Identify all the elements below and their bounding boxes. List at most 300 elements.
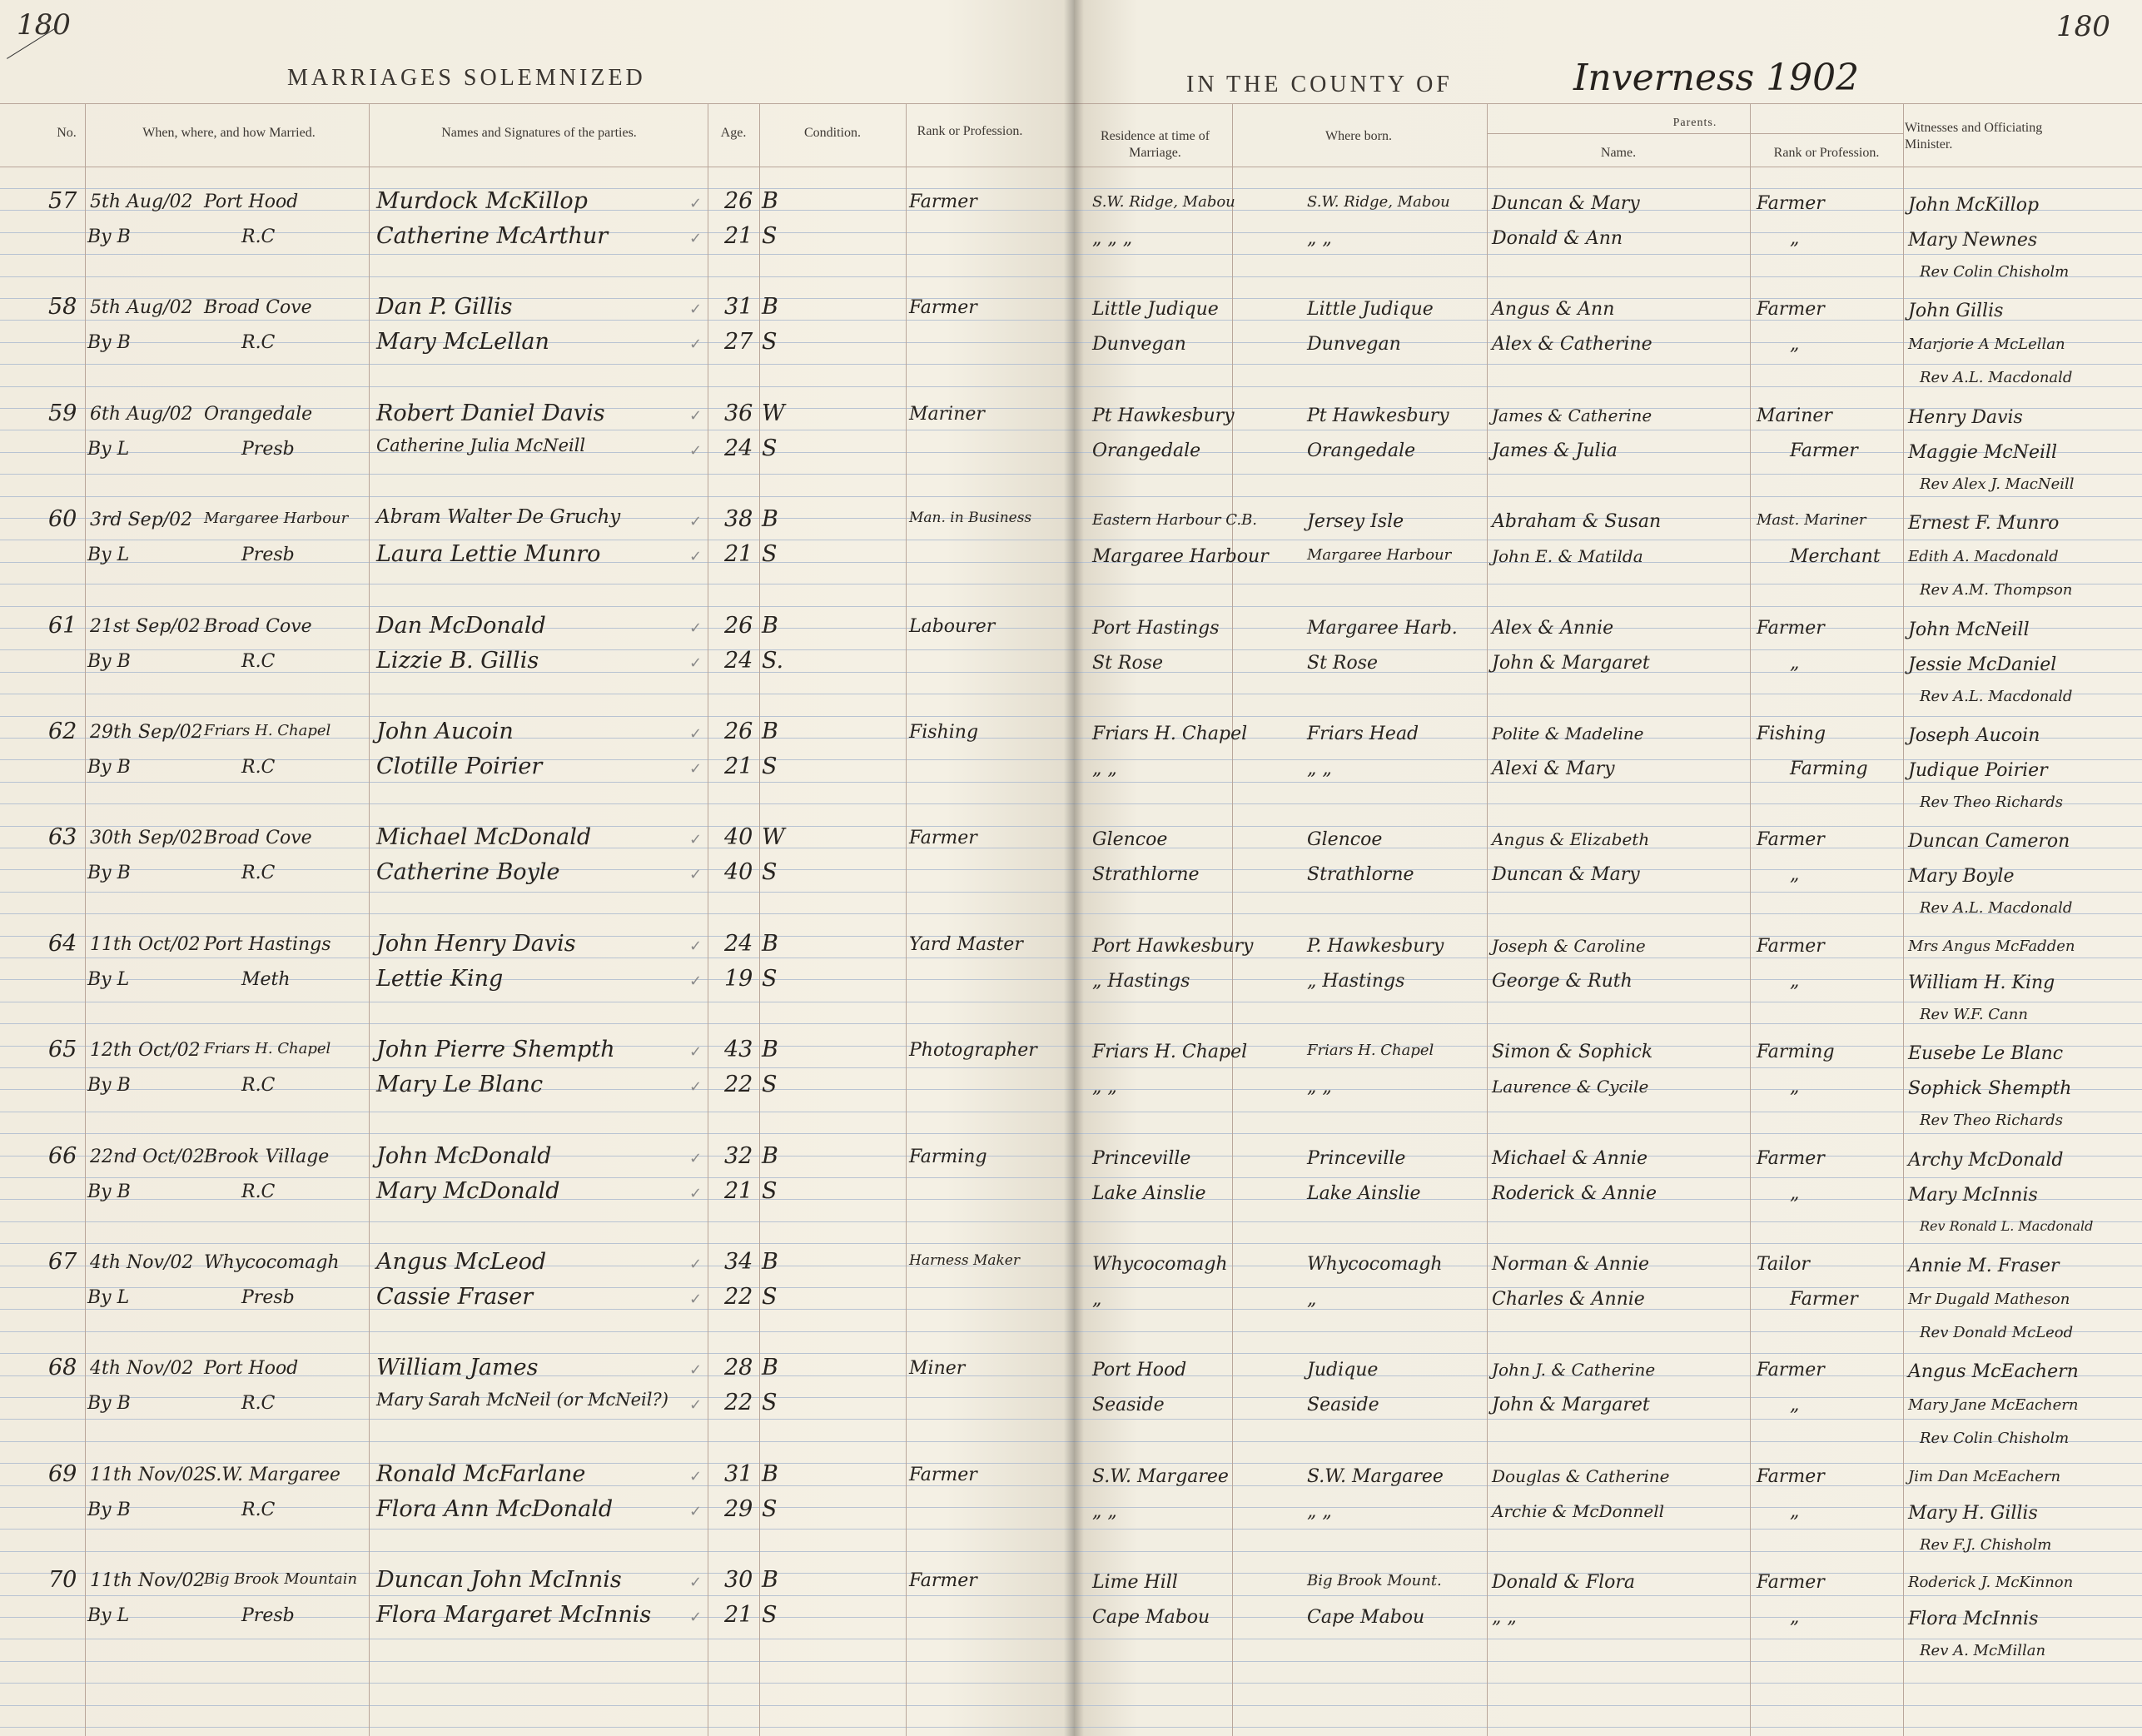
bride-parents: Charles & Annie <box>1492 1289 1645 1310</box>
bride-condition: S <box>762 541 778 567</box>
ruled-line <box>0 1353 1074 1354</box>
check-mark: ✓ <box>689 654 703 672</box>
bride-age: 24 <box>724 435 753 461</box>
bride-residence: „ Hastings <box>1092 971 1190 992</box>
bride-name: Flora Ann McDonald <box>376 1496 614 1522</box>
church: R.C <box>241 226 276 247</box>
married-by: By B <box>87 1500 131 1520</box>
bride-age: 21 <box>724 754 753 779</box>
book-gutter <box>1064 0 1084 1736</box>
bride-condition: S <box>762 1072 778 1097</box>
groom-condition: W <box>762 824 785 850</box>
witness-1: Jim Dan McEachern <box>1908 1468 2061 1485</box>
officiating-minister: Rev Theo Richards <box>1920 793 2063 811</box>
groom-age: 43 <box>724 1037 753 1062</box>
groom-profession: Fishing <box>909 722 979 743</box>
groom-name: Angus McLeod <box>376 1249 547 1275</box>
bride-condition: S <box>762 1284 778 1310</box>
groom-age: 26 <box>724 188 753 214</box>
entry-number: 61 <box>48 613 77 639</box>
ruled-line <box>0 606 1074 607</box>
right-page-title: IN THE COUNTY OF <box>1186 72 1453 97</box>
check-mark: ✓ <box>689 725 703 743</box>
groom-residence: Friars H. Chapel <box>1092 724 1248 744</box>
ruled-line <box>1074 1727 2142 1728</box>
groom-condition: B <box>762 931 778 957</box>
officiating-minister: Rev A.M. Thompson <box>1920 581 2073 599</box>
header-top-rule <box>1074 103 2142 104</box>
check-mark: ✓ <box>689 513 703 530</box>
officiating-minister: Rev A.L. Macdonald <box>1920 369 2073 386</box>
groom-name: Abram Walter De Gruchy <box>376 506 621 528</box>
marriage-place: Orangedale <box>204 404 313 425</box>
groom-profession: Farming <box>909 1147 987 1167</box>
groom-condition: B <box>762 719 778 744</box>
bride-name: Lettie King <box>376 966 504 992</box>
groom-profession: Farmer <box>909 192 977 212</box>
witness-1: Ernest F. Munro <box>1908 513 2060 534</box>
groom-parents: John J. & Catherine <box>1492 1360 1656 1380</box>
groom-name: Dan P. Gillis <box>376 294 513 320</box>
marriage-place: Friars H. Chapel <box>204 1040 331 1057</box>
check-mark: ✓ <box>689 1468 703 1485</box>
groom-birthplace: Glencoe <box>1307 829 1383 850</box>
check-mark: ✓ <box>689 938 703 955</box>
bride-birthplace: Strathlorne <box>1307 864 1414 885</box>
groom-parents: Simon & Sophick <box>1492 1042 1653 1062</box>
groom-profession: Yard Master <box>909 934 1023 955</box>
groom-birthplace: Little Judique <box>1307 299 1434 320</box>
bride-residence: „ „ <box>1092 759 1117 779</box>
church: R.C <box>241 651 276 672</box>
marriage-date: 21st Sep/02 <box>90 616 201 637</box>
check-mark: ✓ <box>689 1361 703 1379</box>
groom-parents-profession: Mariner <box>1757 405 1832 426</box>
groom-age: 30 <box>724 1567 753 1593</box>
marriage-date: 5th Aug/02 <box>90 192 193 212</box>
bride-residence: Strathlorne <box>1092 864 1200 885</box>
check-mark: ✓ <box>689 301 703 318</box>
officiating-minister: Rev F.J. Chisholm <box>1920 1536 2052 1554</box>
groom-birthplace: Friars Head <box>1307 724 1419 744</box>
groom-condition: B <box>762 1143 778 1169</box>
marriage-date: 3rd Sep/02 <box>90 510 193 530</box>
witness-1: John McNeill <box>1908 619 2030 640</box>
bride-parents: Archie & McDonnell <box>1492 1501 1664 1521</box>
col-header-parents-rank: Rank or Profession. <box>1773 146 1880 160</box>
marriage-date: 5th Aug/02 <box>90 297 193 318</box>
bride-birthplace: Lake Ainslie <box>1307 1183 1421 1204</box>
married-by: By L <box>87 439 130 460</box>
col-header-when: When, where, and how Married. <box>142 126 316 140</box>
bride-birthplace: St Rose <box>1307 653 1379 674</box>
bride-condition: S <box>762 1602 778 1628</box>
witness-2: Mr Dugald Matheson <box>1908 1291 2070 1308</box>
officiating-minister: Rev W.F. Cann <box>1920 1006 2028 1023</box>
bride-age: 21 <box>724 1602 753 1628</box>
groom-residence: Port Hastings <box>1092 618 1220 639</box>
officiating-minister: Rev Alex J. MacNeill <box>1920 475 2075 493</box>
ruled-line <box>0 364 1074 365</box>
bride-name: Lizzie B. Gillis <box>376 648 539 674</box>
bride-parents: John & Margaret <box>1492 653 1650 674</box>
groom-profession: Farmer <box>909 828 977 848</box>
bride-residence: St Rose <box>1092 653 1164 674</box>
county-name: Inverness 1902 <box>1573 57 1860 99</box>
ruled-line <box>0 1243 1074 1244</box>
ruled-line <box>1074 1177 2142 1178</box>
witness-1: Duncan Cameron <box>1908 831 2070 852</box>
groom-age: 24 <box>724 931 753 957</box>
groom-profession: Mariner <box>909 404 985 425</box>
officiating-minister: Rev Ronald L. Macdonald <box>1920 1218 2094 1234</box>
bride-age: 27 <box>724 329 753 355</box>
col-header-parents: Parents. <box>1672 117 1717 129</box>
groom-parents-profession: Farming <box>1757 1042 1835 1062</box>
bride-parents: Alexi & Mary <box>1492 759 1615 779</box>
bride-name: Catherine Julia McNeill <box>376 435 586 455</box>
marriage-place: Broad Cove <box>204 616 312 637</box>
groom-birthplace: S.W. Margaree <box>1307 1466 1444 1487</box>
officiating-minister: Rev Colin Chisholm <box>1920 263 2070 281</box>
col-header-no: No. <box>57 126 77 140</box>
bride-parents-profession: Farming <box>1790 759 1868 779</box>
bride-birthplace: „ „ <box>1307 759 1332 779</box>
bride-birthplace: Orangedale <box>1307 440 1416 461</box>
married-by: By B <box>87 332 131 353</box>
groom-birthplace: Pt Hawkesbury <box>1307 405 1449 426</box>
groom-age: 31 <box>724 294 753 320</box>
bride-birthplace: Dunvegan <box>1307 334 1401 355</box>
bride-age: 22 <box>724 1284 753 1310</box>
bride-name: Cassie Fraser <box>376 1284 534 1310</box>
ruled-line <box>0 1067 1074 1068</box>
groom-parents: Abraham & Susan <box>1492 511 1662 532</box>
bride-name: Mary Sarah McNeil (or McNeil?) <box>376 1390 668 1410</box>
entry-number: 65 <box>48 1037 77 1062</box>
ruled-line <box>0 1419 1074 1420</box>
bride-parents: John & Margaret <box>1492 1395 1650 1415</box>
bride-parents-profession: „ <box>1790 334 1800 355</box>
groom-parents: Duncan & Mary <box>1492 193 1640 214</box>
ruled-line <box>1074 1133 2142 1134</box>
groom-birthplace: P. Hawkesbury <box>1307 936 1444 957</box>
col-header-witnesses: Witnesses and Officiating Minister. <box>1905 121 2043 152</box>
groom-residence: Port Hawkesbury <box>1092 936 1254 957</box>
groom-residence: Little Judique <box>1092 299 1219 320</box>
groom-profession: Farmer <box>909 1570 977 1591</box>
entry-number: 70 <box>48 1567 77 1593</box>
bride-condition: S <box>762 1178 778 1204</box>
marriage-date: 4th Nov/02 <box>90 1252 194 1273</box>
bride-parents-profession: „ <box>1790 1607 1800 1628</box>
bride-age: 40 <box>724 859 753 885</box>
church: R.C <box>241 863 276 883</box>
bride-condition: S <box>762 754 778 779</box>
married-by: By B <box>87 863 131 883</box>
groom-residence: Pt Hawkesbury <box>1092 405 1235 426</box>
check-mark: ✓ <box>689 195 703 212</box>
check-mark: ✓ <box>689 831 703 848</box>
check-mark: ✓ <box>689 548 703 565</box>
col-divider <box>369 103 370 1736</box>
bride-parents: John E. & Matilda <box>1492 546 1643 566</box>
check-mark: ✓ <box>689 1291 703 1308</box>
marriage-place: Margaree Harbour <box>204 510 349 527</box>
groom-residence: Glencoe <box>1092 829 1168 850</box>
witness-1: John McKillop <box>1908 195 2040 216</box>
groom-residence: S.W. Margaree <box>1092 1466 1229 1487</box>
bride-age: 24 <box>724 648 753 674</box>
groom-birthplace: Friars H. Chapel <box>1307 1042 1434 1059</box>
ruled-line <box>1074 826 2142 827</box>
bride-birthplace: Margaree Harbour <box>1307 546 1452 564</box>
witness-1: John Gillis <box>1908 301 2004 321</box>
groom-condition: B <box>762 506 778 532</box>
groom-residence: Whycocomagh <box>1092 1254 1228 1275</box>
ruled-line <box>0 1705 1074 1706</box>
married-by: By L <box>87 1287 130 1308</box>
check-mark: ✓ <box>689 1150 703 1167</box>
marriage-place: Big Brook Mountain <box>204 1570 358 1588</box>
groom-name: John McDonald <box>376 1143 552 1169</box>
groom-birthplace: Big Brook Mount. <box>1307 1572 1442 1589</box>
groom-age: 26 <box>724 613 753 639</box>
bride-age: 22 <box>724 1072 753 1097</box>
groom-parents-profession: Farmer <box>1757 299 1825 320</box>
check-mark: ✓ <box>689 407 703 425</box>
groom-birthplace: Judique <box>1307 1360 1379 1380</box>
married-by: By B <box>87 651 131 672</box>
bride-name: Flora Margaret McInnis <box>376 1602 652 1628</box>
groom-profession: Photographer <box>909 1040 1037 1061</box>
ruled-line <box>0 913 1074 914</box>
col-header-age: Age. <box>720 126 747 140</box>
groom-birthplace: Margaree Harb. <box>1307 618 1458 639</box>
groom-parents: Angus & Ann <box>1492 299 1615 320</box>
ruled-line <box>1074 474 2142 475</box>
bride-condition: S <box>762 1390 778 1415</box>
groom-name: Robert Daniel Davis <box>376 400 605 426</box>
left-page-title: MARRIAGES SOLEMNIZED <box>287 65 646 91</box>
marriage-date: 12th Oct/02 <box>90 1040 201 1061</box>
col-divider <box>1487 103 1488 1736</box>
bride-birthplace: Seaside <box>1307 1395 1379 1415</box>
marriage-date: 4th Nov/02 <box>90 1358 194 1379</box>
bride-name: Catherine Boyle <box>376 859 560 885</box>
bride-parents-profession: Merchant <box>1790 546 1881 567</box>
check-mark: ✓ <box>689 760 703 778</box>
marriage-place: Port Hood <box>204 1358 299 1379</box>
groom-residence: Princeville <box>1092 1148 1191 1169</box>
groom-parents-profession: Tailor <box>1757 1254 1810 1275</box>
groom-condition: B <box>762 1355 778 1380</box>
officiating-minister: Rev Donald McLeod <box>1920 1324 2074 1341</box>
bride-parents-profession: „ <box>1790 1077 1800 1097</box>
bride-age: 21 <box>724 1178 753 1204</box>
witness-2: Sophick Shempth <box>1908 1078 2072 1099</box>
bride-name: Catherine McArthur <box>376 223 609 249</box>
bride-name: Mary McDonald <box>376 1178 560 1204</box>
bride-residence: Seaside <box>1092 1395 1165 1415</box>
groom-profession: Man. in Business <box>909 510 1032 526</box>
groom-parents-profession: Farmer <box>1757 829 1825 850</box>
witness-2: Edith A. Macdonald <box>1908 548 2059 565</box>
witness-1: Henry Davis <box>1908 407 2023 428</box>
ruled-line <box>0 803 1074 804</box>
witness-1: Joseph Aucoin <box>1908 725 2040 746</box>
married-by: By L <box>87 1605 130 1626</box>
church: Presb <box>241 545 295 565</box>
col-divider <box>1903 103 1904 1736</box>
bride-residence: Cape Mabou <box>1092 1607 1210 1628</box>
ruled-line <box>0 320 1074 321</box>
officiating-minister: Rev A.L. Macdonald <box>1920 899 2073 917</box>
bride-residence: Lake Ainslie <box>1092 1183 1206 1204</box>
check-mark: ✓ <box>689 1043 703 1061</box>
married-by: By B <box>87 1075 131 1096</box>
groom-age: 36 <box>724 400 753 426</box>
groom-profession: Harness Maker <box>909 1252 1020 1269</box>
church: R.C <box>241 1181 276 1202</box>
ruled-line <box>1074 254 2142 255</box>
bride-parents: George & Ruth <box>1492 971 1633 992</box>
groom-residence: Eastern Harbour C.B. <box>1092 511 1258 529</box>
col-header-born: Where born. <box>1325 129 1392 143</box>
groom-birthplace: Jersey Isle <box>1307 511 1404 532</box>
check-mark: ✓ <box>689 442 703 460</box>
groom-name: John Henry Davis <box>376 931 576 957</box>
church: R.C <box>241 757 276 778</box>
bride-parents: Laurence & Cycile <box>1492 1077 1649 1097</box>
groom-condition: W <box>762 400 785 426</box>
bride-birthplace: „ <box>1307 1289 1317 1310</box>
marriage-place: Broad Cove <box>204 828 312 848</box>
groom-parents-profession: Farmer <box>1757 1466 1825 1487</box>
ruled-line <box>1074 1243 2142 1244</box>
bride-parents: James & Julia <box>1492 440 1618 461</box>
check-mark: ✓ <box>689 230 703 247</box>
bride-parents-profession: „ <box>1790 864 1800 885</box>
check-mark: ✓ <box>689 1256 703 1273</box>
witness-2: William H. King <box>1908 972 2055 993</box>
bride-condition: S <box>762 966 778 992</box>
church: Presb <box>241 439 295 460</box>
check-mark: ✓ <box>689 1609 703 1626</box>
left-page-number: 180 <box>17 8 71 42</box>
marriage-date: 11th Oct/02 <box>90 934 201 955</box>
groom-parents-profession: Farmer <box>1757 1572 1825 1593</box>
groom-profession: Farmer <box>909 1465 977 1485</box>
ruled-line <box>0 1287 1074 1288</box>
bride-condition: S <box>762 329 778 355</box>
check-mark: ✓ <box>689 972 703 990</box>
entry-number: 62 <box>48 719 77 744</box>
entry-number: 69 <box>48 1461 77 1487</box>
marriage-place: Friars H. Chapel <box>204 722 331 739</box>
ruled-line <box>0 1023 1074 1024</box>
bride-name: Laura Lettie Munro <box>376 541 601 567</box>
ruled-line <box>0 276 1074 277</box>
entry-number: 59 <box>48 400 77 426</box>
ruled-line <box>0 254 1074 255</box>
ruled-line <box>0 474 1074 475</box>
ruled-line <box>1074 606 2142 607</box>
col-divider <box>1232 103 1233 1736</box>
ruled-line <box>0 782 1074 783</box>
witness-1: Mrs Angus McFadden <box>1908 938 2075 955</box>
bride-residence: Orangedale <box>1092 440 1201 461</box>
groom-name: Michael McDonald <box>376 824 592 850</box>
groom-residence: Friars H. Chapel <box>1092 1042 1248 1062</box>
bride-age: 19 <box>724 966 753 992</box>
groom-parents-profession: Farmer <box>1757 936 1825 957</box>
col-divider <box>85 103 86 1736</box>
ruled-line <box>1074 1463 2142 1464</box>
ruled-line <box>1074 1353 2142 1354</box>
marriage-date: 30th Sep/02 <box>90 828 203 848</box>
ruled-line <box>1074 1529 2142 1530</box>
check-mark: ✓ <box>689 1503 703 1520</box>
bride-residence: „ „ „ <box>1092 228 1133 249</box>
bride-name: Clotille Poirier <box>376 754 543 779</box>
officiating-minister: Rev A. McMillan <box>1920 1642 2046 1659</box>
church: R.C <box>241 332 276 353</box>
married-by: By L <box>87 545 130 565</box>
ruled-line <box>0 1683 1074 1684</box>
bride-residence: Margaree Harbour <box>1092 546 1269 567</box>
groom-parents: Michael & Annie <box>1492 1148 1648 1169</box>
marriage-place: S.W. Margaree <box>204 1465 340 1485</box>
entry-number: 60 <box>48 506 77 532</box>
col-divider <box>759 103 760 1736</box>
groom-name: Ronald McFarlane <box>376 1461 586 1487</box>
marriage-place: Port Hood <box>204 192 299 212</box>
bride-parents-profession: „ <box>1790 1395 1800 1415</box>
groom-parents: Angus & Elizabeth <box>1492 829 1650 849</box>
col-divider <box>1750 103 1751 1736</box>
bride-condition: S <box>762 223 778 249</box>
groom-age: 28 <box>724 1355 753 1380</box>
bride-age: 29 <box>724 1496 753 1522</box>
groom-name: Dan McDonald <box>376 613 546 639</box>
groom-birthplace: S.W. Ridge, Mabou <box>1307 193 1450 211</box>
ruled-line <box>0 1529 1074 1530</box>
bride-residence: „ <box>1092 1289 1102 1310</box>
bride-parents-profession: „ <box>1790 653 1800 674</box>
right-page-number: 180 <box>2056 10 2110 43</box>
ruled-line <box>1074 1705 2142 1706</box>
ruled-line <box>1074 1661 2142 1662</box>
groom-profession: Labourer <box>909 616 996 637</box>
marriage-place: Brook Village <box>204 1147 330 1167</box>
groom-name: Duncan John McInnis <box>376 1567 622 1593</box>
witness-1: Roderick J. McKinnon <box>1908 1574 2074 1591</box>
groom-age: 40 <box>724 824 753 850</box>
marriage-place: Broad Cove <box>204 297 312 318</box>
marriage-date: 22nd Oct/02 <box>90 1147 205 1167</box>
groom-parents-profession: Farmer <box>1757 1360 1825 1380</box>
entry-number: 67 <box>48 1249 77 1275</box>
groom-condition: B <box>762 1037 778 1062</box>
bride-condition: S <box>762 859 778 885</box>
ruled-line <box>0 1595 1074 1596</box>
groom-condition: B <box>762 613 778 639</box>
ruled-line <box>1074 716 2142 717</box>
bride-name: Mary McLellan <box>376 329 549 355</box>
groom-residence: Port Hood <box>1092 1360 1187 1380</box>
groom-parents: Norman & Annie <box>1492 1254 1650 1275</box>
